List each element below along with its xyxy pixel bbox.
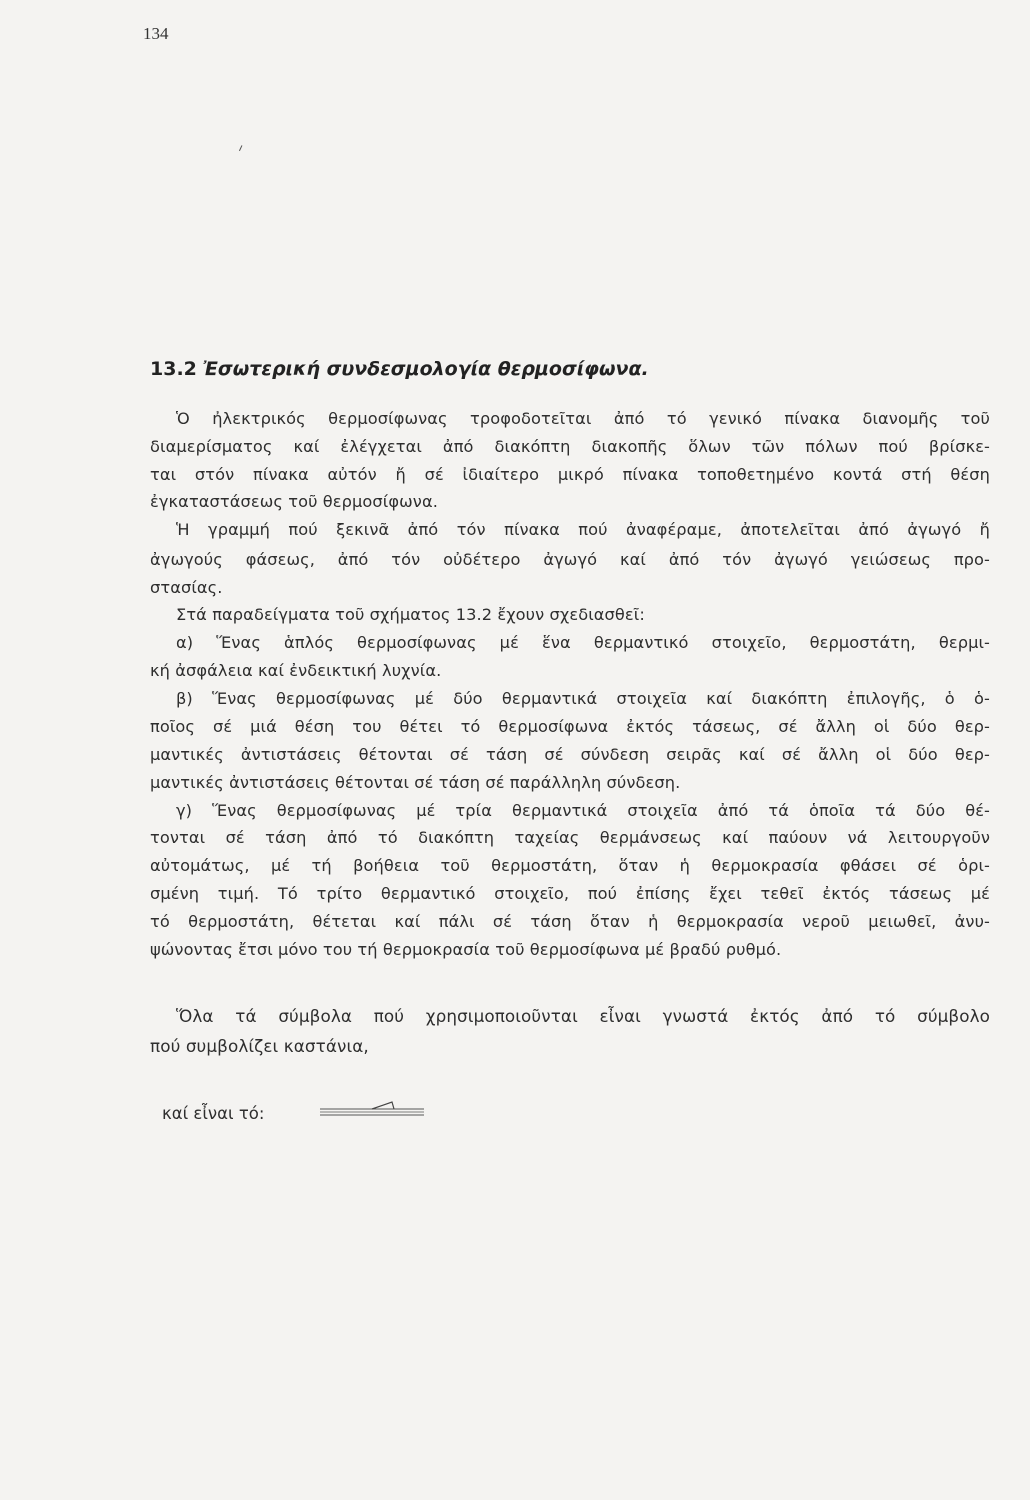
stray-mark: [239, 145, 246, 153]
text-line: διαμερίσματος καί ἐλέγχεται ἀπό διακόπτη διακοπῆς ὅλων τῶν πόλων πού βρίσκε-: [150, 437, 990, 456]
text-line: α) Ἕνας ἁπλός θερμοσίφωνας μέ ἕνα θερμαντικό στοιχεῖο, θερμοστάτη, θερμι-: [176, 633, 990, 652]
text-line: ποῖος σέ μιά θέση του θέτει τό θερμοσίφωνα ἐκτός τάσεως, σέ ἄλλη οἱ δύο θερ-: [150, 717, 990, 736]
text-line: σμένη τιμή. Τό τρίτο θερμαντικό στοιχεῖο, πού ἐπίσης ἔχει τεθεῖ ἐκτός τάσεως μέ: [150, 884, 990, 903]
text-line: τονται σέ τάση ἀπό τό διακόπτη ταχείας θερμάνσεως καί παύουν νά λειτουργοῦν: [150, 828, 990, 847]
text-line: ψώνοντας ἔτσι μόνο του τή θερμοκρασία τοῦ θερμοσίφωνα μέ βραδύ ρυθμό.: [150, 940, 782, 959]
text-line: ἐγκαταστάσεως τοῦ θερμοσίφωνα.: [150, 492, 438, 511]
text-line: β) Ἕνας θερμοσίφωνας μέ δύο θερμαντικά στοιχεῖα καί διακόπτη ἐπιλογῆς, ὁ ὁ-: [176, 689, 990, 708]
text-line: Ἡ γραμμή πού ξεκινᾶ ἀπό τόν πίνακα πού ἀναφέραμε, ἀποτελεῖται ἀπό ἀγωγό ἤ: [176, 520, 990, 539]
section-title: Ἐσωτερική συνδεσμολογία θερμοσίφωνα.: [202, 358, 649, 380]
text-line: Στά παραδείγματα τοῦ σχήματος 13.2 ἔχουν σχεδιασθεῖ:: [176, 605, 645, 624]
text-line: μαντικές ἀντιστάσεις θέτονται σέ τάση σέ παράλληλη σύνδεση.: [150, 773, 681, 792]
text-line: τό θερμοστάτη, θέτεται καί πάλι σέ τάση ὅταν ἡ θερμοκρασία νεροῦ μειωθεῖ, ἀνυ-: [150, 912, 990, 931]
text-line: στασίας.: [150, 578, 223, 597]
text-line: αὐτομάτως, μέ τή βοήθεια τοῦ θερμοστάτη, ὅταν ἡ θερμοκρασία φθάσει σέ ὁρι-: [150, 856, 990, 875]
text-line: ἀγωγούς φάσεως, ἀπό τόν οὐδέτερο ἀγωγό καί ἀπό τόν ἀγωγό γειώσεως προ-: [150, 550, 990, 569]
text-line: πού συμβολίζει καστάνια,: [150, 1036, 369, 1056]
text-line: κή ἀσφάλεια καί ἐνδεικτική λυχνία.: [150, 661, 442, 680]
symbol-caption: καί εἶναι τό:: [162, 1104, 265, 1123]
ratchet-symbol-icon: [318, 1098, 428, 1128]
text-line: ται στόν πίνακα αὐτόν ἤ σέ ἰδιαίτερο μικρό πίνακα τοποθετημένο κοντά στή θέση: [150, 465, 990, 484]
text-line: Ὅλα τά σύμβολα πού χρησιμοποιοῦνται εἶναι γνωστά ἐκτός ἀπό τό σύμβολο: [176, 1006, 990, 1026]
section-number: 13.2: [150, 358, 197, 380]
page-number: 134: [143, 24, 169, 43]
section-heading: [150, 358, 649, 380]
text-line: γ) Ἕνας θερμοσίφωνας μέ τρία θερμαντικά στοιχεῖα ἀπό τά ὁποῖα τά δύο θέ-: [176, 801, 990, 820]
text-line: Ὁ ἠλεκτρικός θερμοσίφωνας τροφοδοτεῖται ἀπό τό γενικό πίνακα διανομῆς τοῦ: [176, 409, 990, 428]
text-line: μαντικές ἀντιστάσεις θέτονται σέ τάση σέ σύνδεση σειρᾶς καί σέ ἄλλη οἱ δύο θερ-: [150, 745, 990, 764]
